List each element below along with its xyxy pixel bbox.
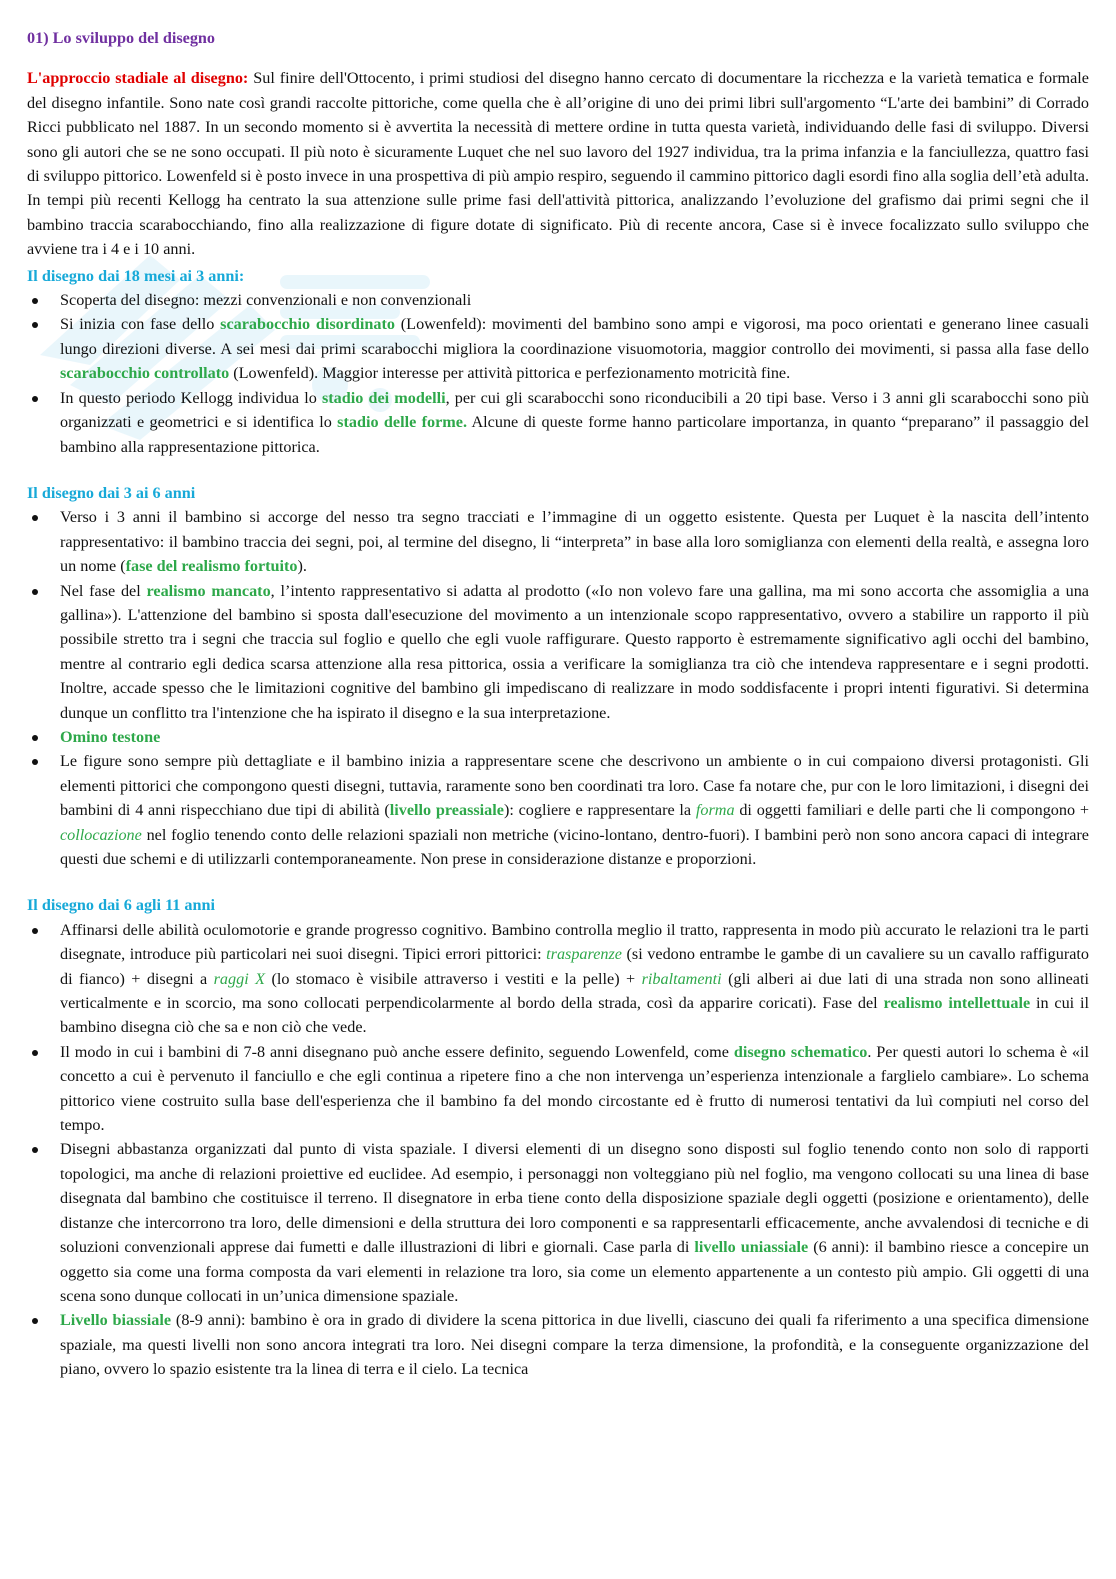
text-run: Affinarsi delle abilità oculomotorie e grande progresso cognitivo. Bambino controlla meglio il tratto, rappresenta in modo più accurato le relazioni tra le parti disegnate, introduce più particolari nei suoi disegni. Tipici errori pittorici:: [60, 920, 1089, 964]
text-run: ).: [297, 557, 307, 576]
term-highlight: realismo intellettuale: [883, 994, 1031, 1013]
text-run: di oggetti familiari e delle parti che li compongono +: [734, 801, 1089, 820]
document-title: 01) Lo sviluppo del disegno: [27, 29, 216, 47]
term-italic: collocazione: [60, 825, 142, 844]
term-italic: raggi X: [213, 969, 266, 988]
term-highlight: disegno schematico: [733, 1042, 868, 1061]
text-run: Alcune di queste forme hanno particolare importanza, in quanto “preparano” il passaggio del bambino alla rappresentazione pittorica.: [60, 413, 1089, 456]
text-run: Le figure sono sempre più dettagliate e il bambino inizia a rappresentare scene che descrivono un ambiente o in cui compaiono diversi protagonisti. Gli elementi pittorici che compongono questi disegni, tuttavia, raramente sono ben coordinati tra loro. Case fa notare che, pur con le loro limitazioni, i disegni dei bambini di 4 anni rispecchiano due tipi di abilità (: [60, 752, 1089, 820]
term-italic: forma: [695, 801, 735, 820]
list-item: [27, 918, 1089, 1040]
text-run: Il modo in cui i bambini di 7-8 anni disegnano può anche essere definito, seguendo Lowenfeld, come: [60, 1042, 734, 1061]
term-highlight: scarabocchio disordinato: [220, 315, 396, 334]
text-run: ): cogliere e rappresentare la: [503, 801, 696, 820]
term-highlight: Omino testone: [60, 727, 161, 746]
term-highlight: fase del realismo fortuito: [125, 557, 298, 576]
text-run: , l’intento rappresentativo si adatta al prodotto («Io non volevo fare una gallina, ma mi sono accorta che assomiglia a una gallina»). L'attenzione del bambino si sposta dall'esecuzione del movimento a un intenzionale scopo rappresentativo, ovvero a stabilire un rapporto il più possibile stretto tra i segni che traccia sul foglio e quello che egli vuole raffigurare. Questo rapporto è estremamente significativo agli occhi del bambino, mentre al contrario egli dedica scarsa attenzione alla resa pittorica, ossia a verificare la somiglianza tra ciò che intendeva rappresentare e i segni prodotti. Inoltre, accade spesso che le limitazioni cognitive del bambino gli impediscano di realizzare in modo soddisfacente i propri intenti figurativi. Si determina dunque un conflitto tra l'intenzione che ha ispirato il disegno e la sua interpretazione.: [60, 581, 1089, 722]
text-run: in cui il bambino disegna ciò che sa e non ciò che vede.: [60, 994, 1090, 1037]
text-run: (Lowenfeld): movimenti del bambino sono ampi e vigorosi, ma poco orientati e generano linee casuali lungo direzioni diverse. A sei mesi dai primi scarabocchi migliora la coordinazione visuomotoria, maggior controllo dei movimenti, si passa alla fase dello: [60, 315, 1089, 358]
text-run: Disegni abbastanza organizzati dal punto di vista spaziale. I diversi elementi di un disegno sono disposti sul foglio tenendo conto non solo di rapporti topologici, ma anche di relazioni proiettive ed euclidee. Ad esempio, i personaggi non volteggiano più nel foglio, ma vengono collocati su una linea di base disegnata dal bambino che costituisce il terreno. Il disegnatore in erba tiene conto della disposizione spaziale degli oggetti (posizione e orientamento), delle distanze che intercorrono tra loro, delle dimensioni e della struttura dei loro componenti e sa rappresentarli efficacemente, anche avvalendosi di tecniche e di soluzioni convenzionali apprese dai fumetti e dalle illustrazioni di libri e giornali. Case parla di: [60, 1140, 1089, 1257]
intro-label: L'approccio stadiale al disegno:: [27, 69, 249, 88]
text-run: (si vedono entrambe le gambe di un cavaliere su un cavallo raffigurato di fianco) + disegni a: [60, 945, 1089, 988]
section-heading-18m-3y: Il disegno dai 18 mesi ai 3 anni:: [27, 266, 245, 285]
intro-text: Sul finire dell'Ottocento, i primi studiosi del disegno hanno cercato di documentare la ricchezza e la varietà tematica e formale del disegno infantile. Sono nate così grandi raccolte pittoriche, come quella che è all’origine di uno dei primi libri sull'argomento “L'arte dei bambini” di Corrado Ricci pubblicato nel 1887. In un secondo momento si è avvertita la necessità di mettere ordine in tutta questa varietà, individuando delle fasi di sviluppo. Diversi sono gli autori che se ne sono occupati. Il più noto è sicuramente Luquet che nel suo lavoro del 1927 individua, tra la prima infanzia e la fanciullezza, quattro fasi di sviluppo pittorico. Lowenfeld si è posto invece in una prospettiva di più ampio respiro, seguendo il cammino pittorico dagli esordi fino alla soglia dell’età adulta. In tempi più recenti Kellogg ha centrato la sua attenzione sulle prime fasi dell'attività pittorica, analizzando l’evoluzione del grafismo dai primi segni che il bambino traccia scarabocchiando, fino alla realizzazione di figure dotate di significato. Più di recente ancora, Case si è invece focalizzato sullo sviluppo che avviene tra i 4 e i 10 anni.: [27, 69, 1089, 259]
list-item: [27, 579, 1089, 725]
term-highlight: livello preassiale: [389, 801, 504, 820]
text-run: (6 anni): il bambino riesce a concepire un oggetto sia come una forma composta da vari elementi in relazione tra loro, sia come un elemento appartenente a un contesto più ampio. Gli oggetti di una scena sono dunque collocati in un’unica dimensione spaziale.: [60, 1238, 1089, 1305]
section-list-18m-3y: [27, 288, 1089, 459]
list-item: [27, 288, 1089, 312]
text-run: (lo stomaco è visibile attraverso i vestiti e la pelle) +: [265, 969, 642, 988]
list-item: [27, 749, 1089, 871]
term-highlight: stadio delle forme.: [337, 413, 468, 432]
term-highlight: scarabocchio controllato: [60, 364, 230, 383]
list-item: [27, 1137, 1089, 1308]
list-item: [27, 1308, 1089, 1381]
text-run: Si inizia con fase dello: [60, 315, 221, 334]
term-highlight: livello uniassiale: [694, 1238, 809, 1257]
list-item: [27, 1040, 1089, 1138]
text-run: (gli alberi ai due lati di una strada non sono allineati verticalmente e in scorcio, ma sono collocati perpendicolarmente al bordo della strada, così da apparire coricati). Fase del: [60, 969, 1089, 1013]
section-heading-6y-11y: Il disegno dai 6 agli 11 anni: [27, 896, 216, 915]
text-run: (Lowenfeld). Maggior interesse per attività pittorica e perfezionamento motricità fine.: [229, 364, 791, 383]
text-run: Verso i 3 anni il bambino si accorge del nesso tra segno tracciati e l’immagine di un oggetto esistente. Questa per Luquet è la nascita dell’intento rappresentativo: il bambino traccia dei segni, poi, al termine del disegno, li “interpreta” in base alla loro somiglianza con elementi della realtà, e assegna loro un nome (: [60, 508, 1089, 576]
text-run: In questo periodo Kellogg individua lo: [60, 388, 322, 407]
list-item: [27, 725, 1089, 749]
list-item: [27, 505, 1089, 578]
list-item: [27, 312, 1089, 385]
term-highlight: realismo mancato: [146, 581, 271, 600]
term-italic: ribaltamenti: [641, 969, 722, 988]
term-italic: trasparenze: [546, 945, 622, 964]
section-list-6y-11y: [27, 918, 1089, 1382]
text-run: nel foglio tenendo conto delle relazioni spaziali non metriche (vicino-lontano, dentro-fuori). I bambini però non sono ancora capaci di integrare questi due schemi e di utilizzarli contemporaneamente. Non prese in considerazione distanze e proporzioni.: [60, 825, 1089, 868]
term-highlight: Livello biassiale: [60, 1311, 172, 1330]
section-list-3y-6y: [27, 505, 1089, 871]
text-run: Nel fase del: [60, 581, 147, 600]
section-heading-3y-6y: Il disegno dai 3 ai 6 anni: [27, 483, 196, 502]
term-highlight: stadio dei modelli: [321, 388, 446, 407]
text-run: (8-9 anni): bambino è ora in grado di dividere la scena pittorica in due livelli, ciascuno dei quali fa riferimento a una specifica dimensione spaziale, ma questi livelli non sono ancora integrati tra loro. Nei disegni compare la terza dimensione, la profondità, e la conseguente organizzazione del piano, ovvero lo spazio esistente tra la linea di terra e il cielo. La tecnica: [60, 1311, 1089, 1379]
text-run: , per cui gli scarabocchi sono riconducibili a 20 tipi base. Verso i 3 anni gli scarabocchi sono più organizzati e geometrici e si identifica lo: [60, 388, 1089, 432]
text-run: . Per questi autori lo schema è «il concetto a cui è pervenuto il fanciullo e che egli continua a ripetere fino a che non intervenga un’esperienza intenzionale a farglielo cambiare». Lo schema pittorico viene costruito sulla base dell'esperienza che il bambino fa del mondo circostante ed è frutto di numerosi tentativi da luì compiuti nel corso del tempo.: [60, 1042, 1090, 1135]
list-item: [27, 386, 1089, 459]
list-item-text: Scoperta del disegno: mezzi convenzionali e non convenzionali: [60, 291, 472, 310]
intro-paragraph: [27, 66, 1089, 261]
